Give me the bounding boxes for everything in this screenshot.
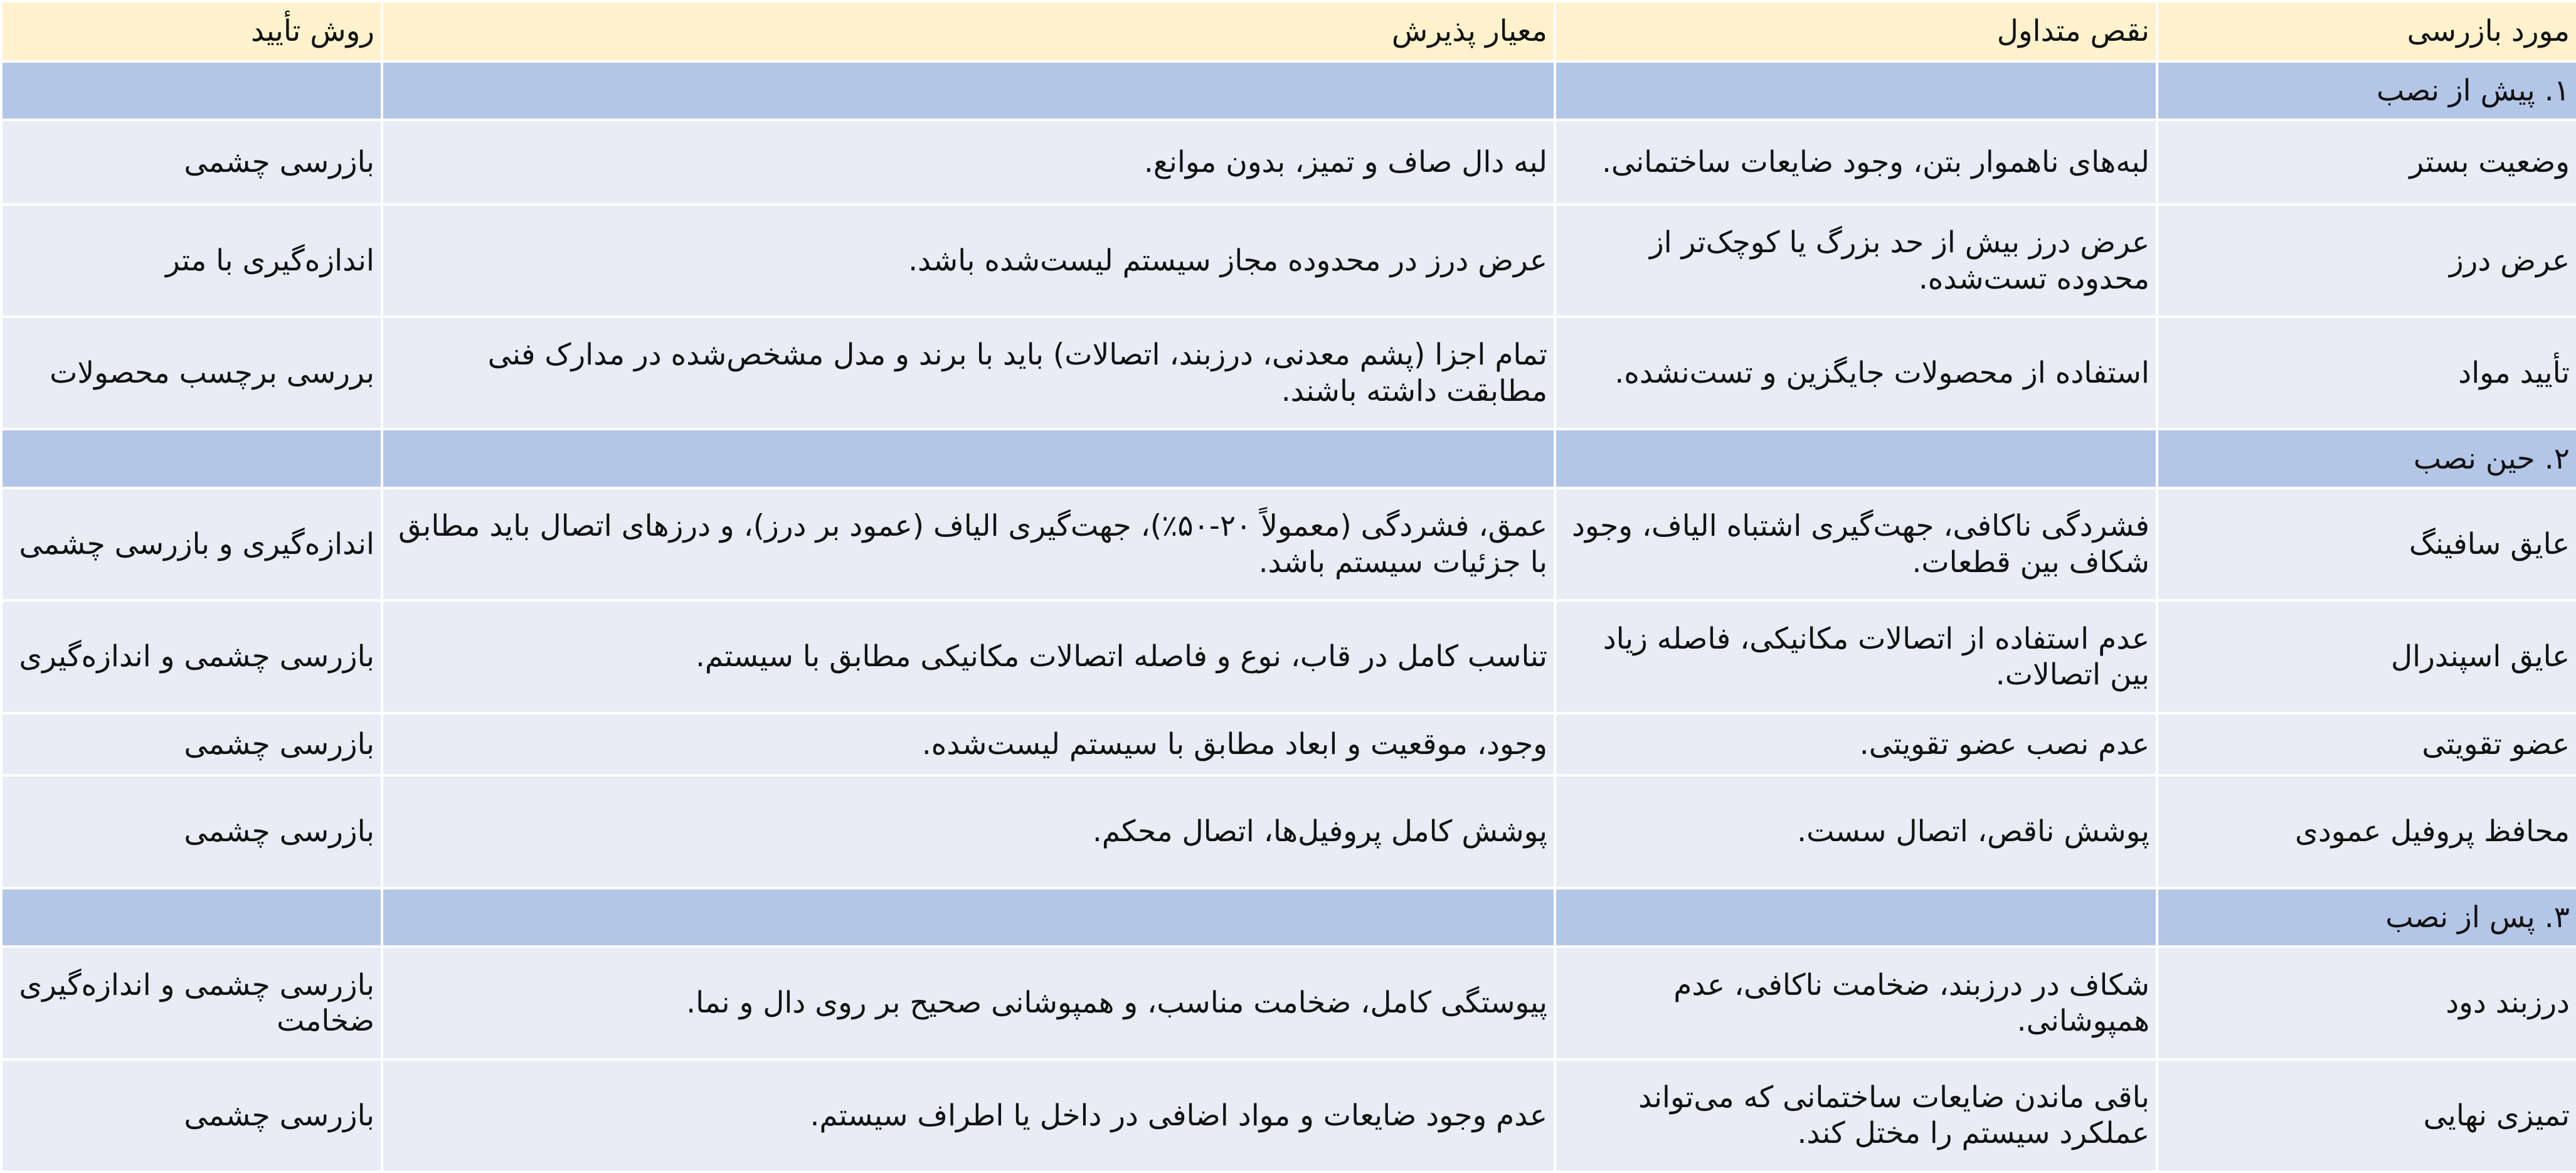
cell-defect: شکاف در درزبند، ضخامت ناکافی، عدم همپوشانی. — [1555, 947, 2157, 1059]
cell-defect: استفاده از محصولات جایگزین و تست‌نشده. — [1555, 317, 2157, 429]
header-criteria: معیار پذیرش — [382, 1, 1555, 61]
table-row — [1, 775, 2576, 888]
section-row-during-install — [1, 429, 2576, 488]
cell-defect: عدم نصب عضو تقویتی. — [1555, 713, 2157, 776]
cell-criteria: لبه دال صاف و تمیز، بدون موانع. — [382, 120, 1555, 204]
cell-method: بررسی برچسب محصولات — [1, 317, 382, 429]
cell-method: بازرسی چشمی — [1, 713, 382, 776]
cell-item: تمیزی نهایی — [2157, 1059, 2576, 1172]
cell-method: بازرسی چشمی و اندازه‌گیری ضخامت — [1, 947, 382, 1059]
cell-criteria: پیوستگی کامل، ضخامت مناسب، و همپوشانی صحیح بر روی دال و نما. — [382, 947, 1555, 1059]
table-row — [1, 947, 2576, 1059]
cell-defect: پوشش ناقص، اتصال سست. — [1555, 775, 2157, 888]
cell-method: اندازه‌گیری با متر — [1, 204, 382, 317]
section-row-post-install — [1, 888, 2576, 947]
cell-method: بازرسی چشمی — [1, 775, 382, 888]
header-row — [1, 1, 2576, 61]
table-row — [1, 204, 2576, 317]
table-row — [1, 1059, 2576, 1172]
section-row-pre-install — [1, 61, 2576, 120]
section-title: ۱. پیش از نصب — [2157, 61, 2576, 120]
cell-item: عضو تقویتی — [2157, 713, 2576, 776]
cell-defect: لبه‌های ناهموار بتن، وجود ضایعات ساختمانی. — [1555, 120, 2157, 204]
cell-item: وضعیت بستر — [2157, 120, 2576, 204]
cell-method: اندازه‌گیری و بازرسی چشمی — [1, 488, 382, 600]
cell-method: بازرسی چشمی و اندازه‌گیری — [1, 600, 382, 713]
cell-criteria: تمام اجزا (پشم معدنی، درزبند، اتصالات) باید با برند و مدل مشخص‌شده در مدارک فنی مطابقت داشته باشند. — [382, 317, 1555, 429]
cell-defect: فشردگی ناکافی، جهت‌گیری اشتباه الیاف، وجود شکاف بین قطعات. — [1555, 488, 2157, 600]
cell-criteria: عدم وجود ضایعات و مواد اضافی در داخل یا اطراف سیستم. — [382, 1059, 1555, 1172]
cell-defect: عرض درز بیش از حد بزرگ یا کوچک‌تر از محدوده تست‌شده. — [1555, 204, 2157, 317]
cell-defect: باقی ماندن ضایعات ساختمانی که می‌تواند عملکرد سیستم را مختل کند. — [1555, 1059, 2157, 1172]
section-title: ۲. حین نصب — [2157, 429, 2576, 488]
section-title: ۳. پس از نصب — [2157, 888, 2576, 947]
cell-item: درزبند دود — [2157, 947, 2576, 1059]
cell-item: تأیید مواد — [2157, 317, 2576, 429]
cell-criteria: عمق، فشردگی (معمولاً ۲۰-۵۰٪)، جهت‌گیری الیاف (عمود بر درز)، و درزهای اتصال باید مطابق با جزئیات سیستم باشد. — [382, 488, 1555, 600]
cell-method: بازرسی چشمی — [1, 1059, 382, 1172]
table-row — [1, 317, 2576, 429]
cell-criteria: تناسب کامل در قاب، نوع و فاصله اتصالات مکانیکی مطابق با سیستم. — [382, 600, 1555, 713]
cell-method: بازرسی چشمی — [1, 120, 382, 204]
table-row — [1, 488, 2576, 600]
header-item: مورد بازرسی — [2157, 1, 2576, 61]
header-defect: نقص متداول — [1555, 1, 2157, 61]
cell-item: عایق اسپندرال — [2157, 600, 2576, 713]
table-row — [1, 713, 2576, 776]
cell-defect: عدم استفاده از اتصالات مکانیکی، فاصله زیاد بین اتصالات. — [1555, 600, 2157, 713]
header-method: روش تأیید — [1, 1, 382, 61]
cell-item: محافظ پروفیل عمودی — [2157, 775, 2576, 888]
cell-criteria: عرض درز در محدوده مجاز سیستم لیست‌شده باشد. — [382, 204, 1555, 317]
cell-item: عرض درز — [2157, 204, 2576, 317]
table-row — [1, 120, 2576, 204]
cell-criteria: وجود، موقعیت و ابعاد مطابق با سیستم لیست‌شده. — [382, 713, 1555, 776]
cell-criteria: پوشش کامل پروفیل‌ها، اتصال محکم. — [382, 775, 1555, 888]
table-row — [1, 600, 2576, 713]
cell-item: عایق سافینگ — [2157, 488, 2576, 600]
